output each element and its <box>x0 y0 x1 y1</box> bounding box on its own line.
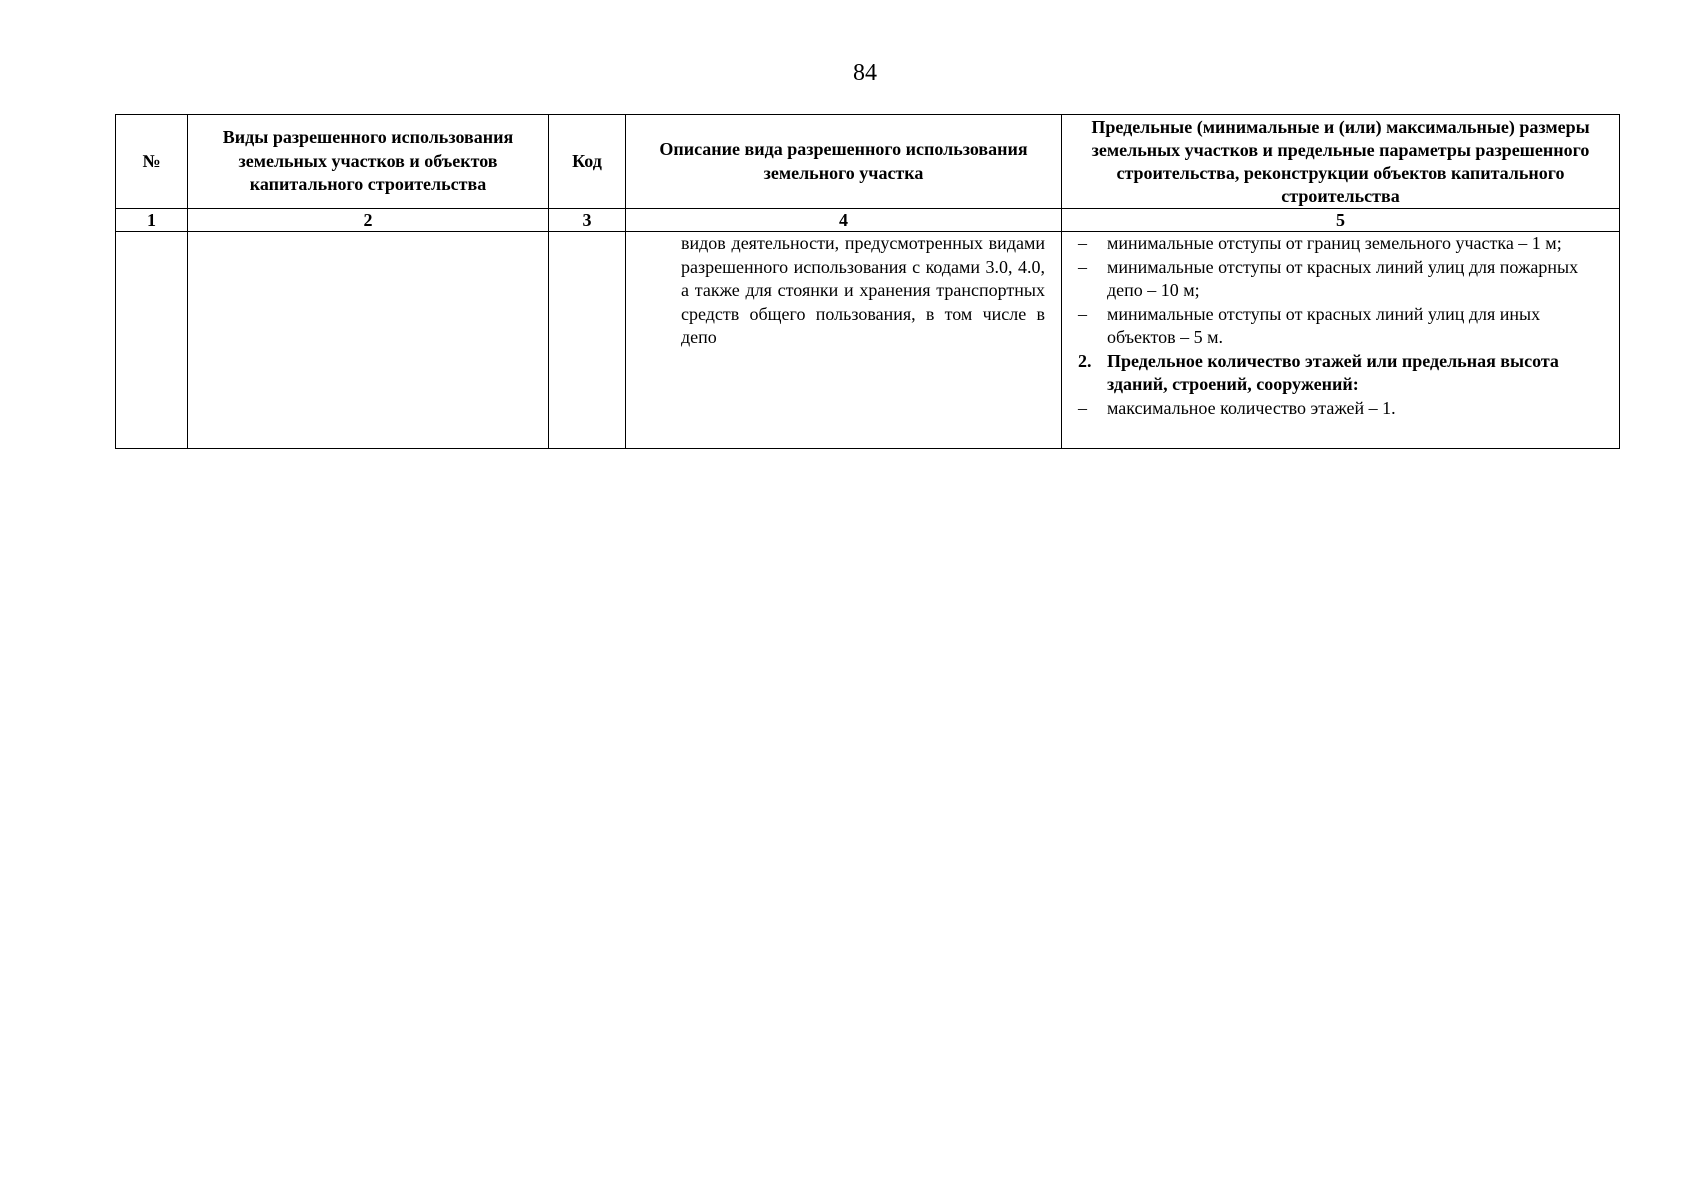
row-description-cell <box>626 232 1062 449</box>
column-number: 4 <box>626 209 1062 232</box>
list-marker: – <box>1078 233 1087 253</box>
list-marker: – <box>1078 256 1087 277</box>
table-row <box>116 232 1620 449</box>
header-parameters: Предельные (минимальные и (или) максимальные) размеры земельных участков и предельные параметры разрешенного строительства, реконструкции объектов капитального строительства <box>1062 115 1620 209</box>
parameter-text: минимальные отступы от границ земельного участка – 1 м; <box>1107 233 1562 253</box>
land-use-table <box>115 114 1620 449</box>
parameter-text: максимальное количество этажей – 1. <box>1107 397 1396 418</box>
column-number: 2 <box>188 209 549 232</box>
parameter-item <box>1078 232 1607 256</box>
row-code-cell <box>549 232 626 449</box>
page-number: 84 <box>853 60 877 86</box>
list-marker: – <box>1078 397 1087 418</box>
column-number: 5 <box>1062 209 1620 232</box>
description-text: видов деятельности, предусмотренных видами разрешенного использования с кодами 3.0, 4.0, а также для стоянки и хранения транспортных средств общего пользования, в том числе в депо <box>681 233 1045 347</box>
parameter-text: минимальные отступы от красных линий улиц для иных объектов – 5 м. <box>1107 303 1541 347</box>
header-row <box>116 115 1620 209</box>
column-number-row <box>116 209 1620 232</box>
parameter-heading <box>1078 350 1607 397</box>
parameters-list <box>1062 232 1619 420</box>
row-parameters-cell <box>1062 232 1620 449</box>
header-land-use-kind: Виды разрешенного использования земельных участков и объектов капитального строительства <box>188 115 549 209</box>
list-marker: 2. <box>1078 350 1092 371</box>
row-kind-cell <box>188 232 549 449</box>
header-description: Описание вида разрешенного использования земельного участка <box>626 115 1062 209</box>
column-number: 3 <box>549 209 626 232</box>
header-code: Код <box>549 115 626 209</box>
parameter-text: минимальные отступы от красных линий улиц для пожарных депо – 10 м; <box>1107 256 1579 300</box>
parameter-item <box>1078 397 1607 421</box>
parameter-item <box>1078 256 1607 303</box>
header-number: № <box>116 115 188 209</box>
parameter-item <box>1078 303 1607 350</box>
column-number: 1 <box>116 209 188 232</box>
list-marker: – <box>1078 303 1087 324</box>
row-number-cell <box>116 232 188 449</box>
parameter-text: Предельное количество этажей или предельная высота зданий, строений, сооружений: <box>1107 350 1559 394</box>
